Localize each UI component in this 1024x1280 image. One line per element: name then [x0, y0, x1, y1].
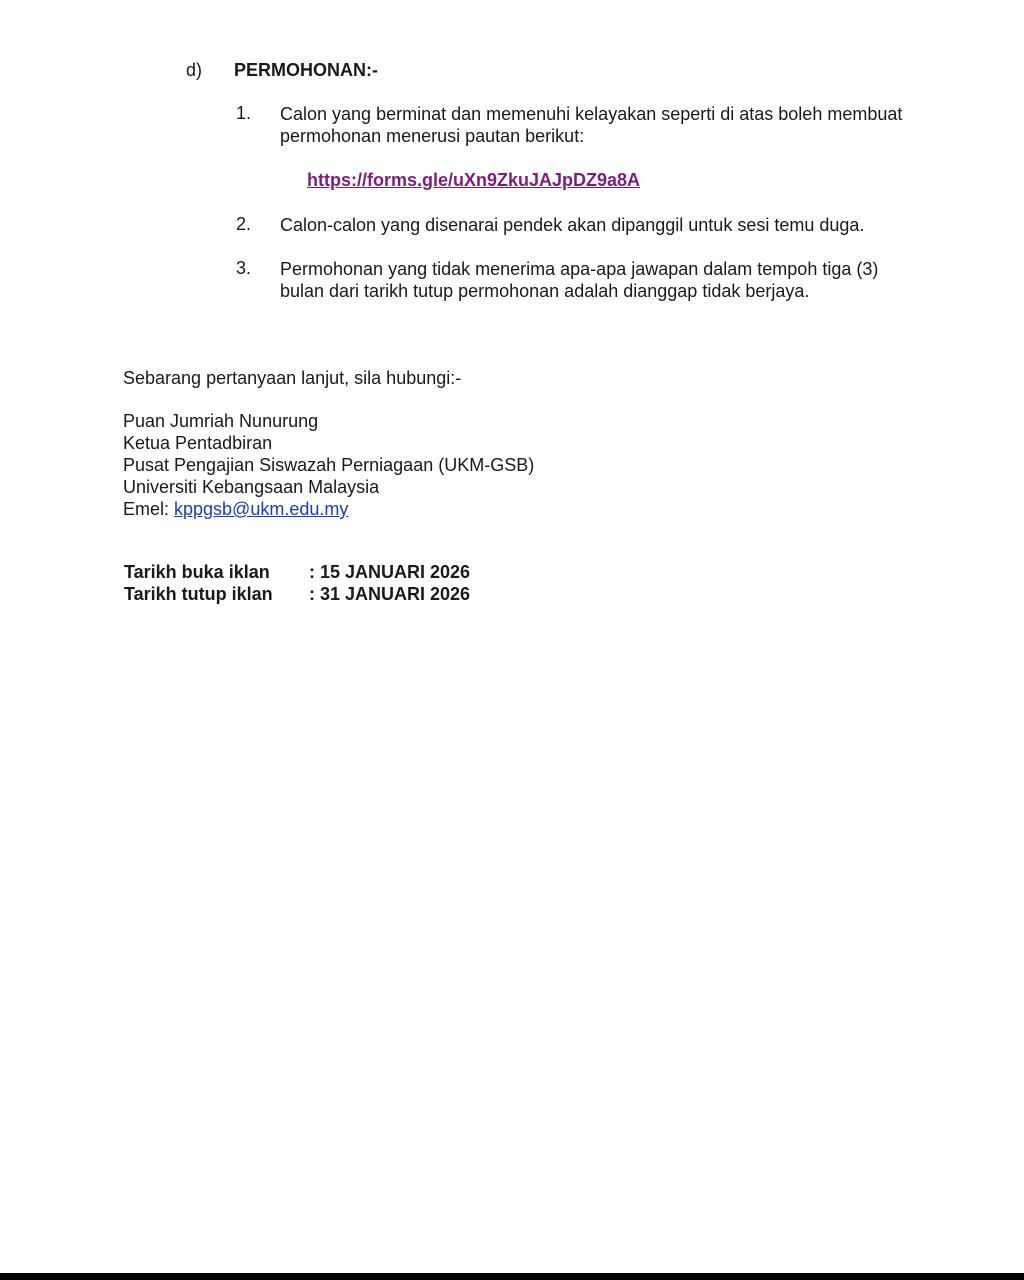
contact-position: Ketua Pentadbiran [123, 433, 273, 453]
item-1-line-2: permohonan menerusi pautan berikut: [280, 126, 585, 146]
open-date-value: : 15 JANUARI 2026 [309, 562, 471, 582]
section-title: PERMOHONAN:- [234, 60, 378, 80]
bottom-border [0, 1273, 1024, 1280]
item-3-text [280, 258, 878, 302]
section-letter: d) [186, 60, 203, 80]
email-link[interactable]: kppgsb@ukm.edu.my [174, 499, 349, 519]
close-date-label: Tarikh tutup iklan [124, 584, 273, 604]
item-1-line-1: Calon yang berminat dan memenuhi kelayakan seperti di atas boleh membuat [280, 104, 903, 124]
contact-intro: Sebarang pertanyaan lanjut, sila hubungi:- [123, 368, 462, 388]
item-1-text [280, 103, 902, 147]
contact-university: Universiti Kebangsaan Malaysia [123, 477, 380, 497]
item-2-text: Calon-calon yang disenarai pendek akan dipanggil untuk sesi temu duga. [280, 215, 865, 235]
open-date-label: Tarikh buka iklan [124, 562, 270, 582]
item-3-number: 3. [236, 258, 252, 278]
item-1-number: 1. [236, 103, 252, 123]
item-3-line-1: Permohonan yang tidak menerima apa-apa jawapan dalam tempoh tiga (3) [280, 259, 879, 279]
application-form-link[interactable]: https://forms.gle/uXn9ZkuJAJpDZ9a8A [307, 170, 641, 190]
item-3-line-2: bulan dari tarikh tutup permohonan adalah dianggap tidak berjaya. [280, 281, 810, 301]
contact-name: Puan Jumriah Nunurung [123, 411, 319, 431]
contact-department: Pusat Pengajian Siswazah Perniagaan (UKM-GSB) [123, 455, 535, 475]
contact-block [123, 410, 534, 520]
item-2-number: 2. [236, 214, 252, 234]
email-label: Emel: [123, 499, 175, 519]
contact-email-row [123, 498, 534, 520]
close-date-value: : 31 JANUARI 2026 [309, 584, 471, 604]
